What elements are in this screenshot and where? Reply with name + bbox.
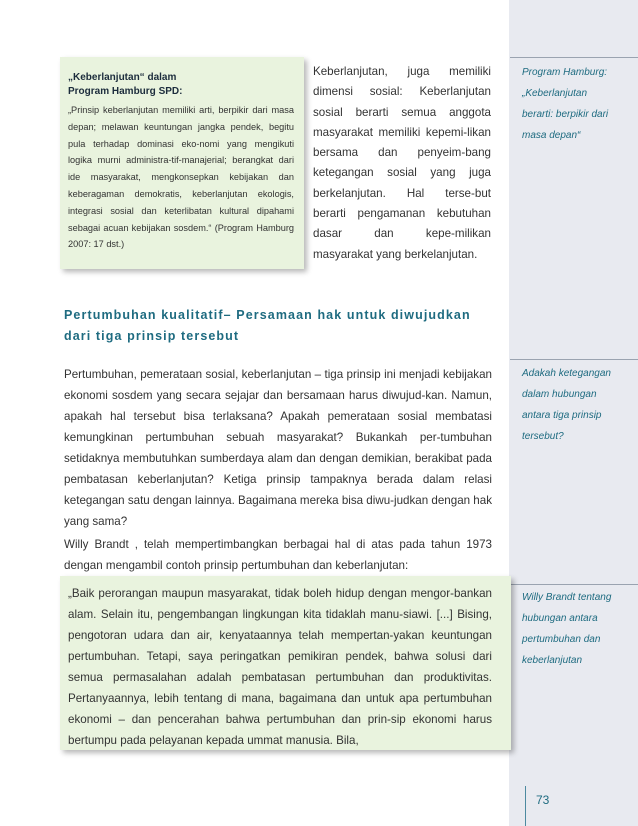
sidebar-divider: [510, 584, 638, 585]
column-text: Keberlanjutan, juga memiliki dimensi sosial: Keberlanjutan sosial berarti semua anggota masyarakat memiliki kepemi-likan bersama dan penyeim-bang ketegangan sosial yang juga berkelanjutan. Hal terse-but berarti pengamanan kebutuhan dasar dan kepe-milikan masyarakat yang berkelanjutan.: [313, 65, 491, 261]
quote-text: „Baik perorangan maupun masyarakat, tidak boleh hidup dengan mengor-bankan alam. Selain itu, pengembangan lingkungan kita tidaklah manu-siawi. [...] Bising, pengotoran udara dan air, kenyataannya telah mempertan-yakan keuntungan pertumbuhan. Tetapi, saya peringatkan pemikiran pendek, bahwa solusi dari semua permasalahan adalah pembatasan pertumbuhan dan produktivitas. Pertanyaannya, lebih tentang di mana, bagaimana dan untuk apa pertumbuhan ekonomi – dan pencerahan bahwa pertumbuhan dan prin-sip ekonomi harus bertumpu pada pelayanan kepada ummat manusia. Bila,: [68, 587, 492, 747]
box-body: „Prinsip keberlanjutan memiliki arti, berpikir dari masa depan; melawan keuntungan jangka pendek, begitu pula terhadap dominasi eko-nomi yang mengikuti logika murni administra-tif-manajerial; berangkat dari ide masyarakat, mengkonsepkan kebijakan dan keberagaman demokratis, keberlanjutan ekologis, integrasi sosial dan keterlibatan kultural dipahami sebagai acuan kebijakan sosdem.“ (Program Hamburg 2007: 17 dst.): [68, 105, 294, 250]
sidebar-divider: [510, 359, 638, 360]
section-heading: Pertumbuhan kualitatif– Persamaan hak untuk diwujudkan dari tiga prinsip tersebut: [64, 308, 471, 343]
paragraph: Willy Brandt , telah mempertimbangkan berbagai hal di atas pada tahun 1973 dengan mengambil contoh prinsip pertumbuhan dan keberlanjutan:: [64, 538, 492, 572]
sidebar-note-program-hamburg: Program Hamburg: „Keberlanjutan berarti: berpikir dari masa depan“: [522, 67, 609, 141]
sidebar-note-willy-brandt: Willy Brandt tentang hubungan antara pertumbuhan dan keberlanjutan: [522, 592, 612, 666]
sidebar-divider: [510, 57, 638, 58]
box-title: „Keberlanjutan“ dalam Program Hamburg SPD:: [68, 72, 183, 97]
page-number: 73: [536, 793, 550, 807]
paragraph: Pertumbuhan, pemerataan sosial, keberlanjutan – tiga prinsip ini menjadi kebijakan ekonomi sosdem yang secara sejajar dan bersamaan harus diwujud-kan. Namun, apakah hal tersebut bisa terlaksana? Apakah pemerataan sosial membatasi kemungkinan pertumbuhan sebuah masyarakat? Bukankah per-tumbuhan setidaknya membutuhkan sumberdaya alam dan dengan demikian, berakibat pada pembatasan keberlanjutan? Ketiga prinsip tampaknya berada dalam relasi ketegangan satu dengan lainnya. Bagaimana mereka bisa diwu-judkan dengan hak yang sama?: [64, 368, 492, 528]
sidebar-note-tension: Adakah ketegangan dalam hubungan antara tiga prinsip tersebut?: [522, 368, 611, 442]
page-number-rule: [525, 786, 526, 826]
